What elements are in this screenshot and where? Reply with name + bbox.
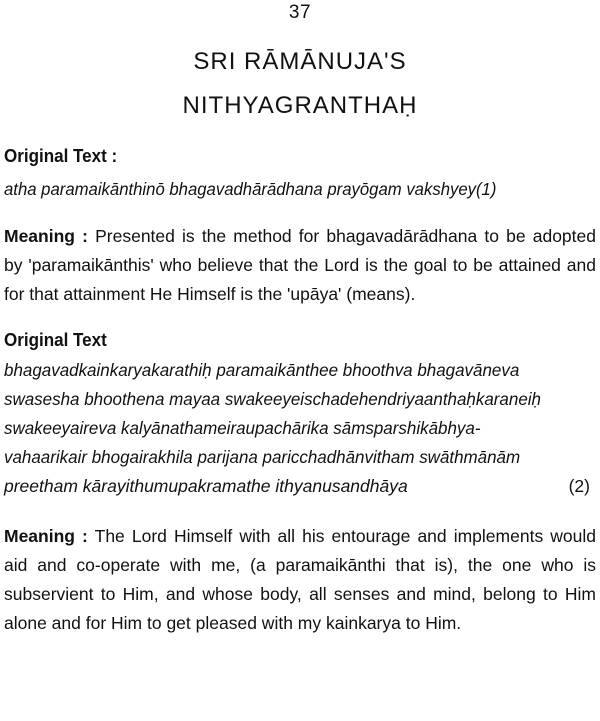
meaning-text-1: Presented is the method for bhagavadārādhana to be adopted by 'paramaikānthis' who believe that the Lord is the goal to be attained and for that attainment He Himself is the 'upāya' (means).: [4, 226, 596, 304]
verse-2-line: swakeeyaireva kalyānathameiraupachārika sāmsparshikābhya-: [4, 418, 481, 438]
original-text-section-2: [4, 328, 596, 501]
meaning-label-2: Meaning :: [4, 526, 88, 546]
meaning-section-2: [4, 522, 596, 638]
verse-2-line: vahaarikair bhogairakhila parijana paricchadhānvitham swāthmānām: [4, 447, 521, 467]
meaning-text-2: The Lord Himself with all his entourage and implements would aid and co-operate with me, (a paramaikānthi that is), the one who is subservient to Him, and whose body, all senses and mind, belong to Him alone and for Him to get pleased with my kainkarya to Him.: [4, 526, 596, 633]
verse-2-line: bhagavadkainkaryakarathiḥ paramaikānthee bhoothva bhagavāneva: [4, 360, 520, 380]
page-number: 37: [288, 2, 312, 23]
verse-2-lines: [4, 356, 596, 501]
title-line-1: SRI RĀMĀNUJA'S: [193, 48, 407, 75]
verse-2-line: preetham kārayithumupakramathe ithyanusandhāya: [4, 476, 408, 496]
meaning-label-1: Meaning :: [4, 226, 88, 246]
verse-1-line: atha paramaikānthinō bhagavadhārādhana prayōgam vakshyey(1): [4, 179, 497, 199]
original-text-section-1: [4, 144, 596, 204]
meaning-paragraph-2: [4, 522, 596, 638]
verse-number: (2): [568, 476, 590, 496]
verse-2-last-line: [4, 472, 596, 501]
title-line-2: NITHYAGRANTHAḤ: [182, 92, 418, 119]
meaning-paragraph-1: [4, 222, 596, 309]
verse-2-line: swasesha bhoothena mayaa swakeeyeischadehendriyaanthaḥkaraneiḥ: [4, 389, 541, 409]
original-text-heading-1: Original Text :: [4, 145, 118, 166]
meaning-section-1: [4, 222, 596, 309]
original-text-heading-2: Original Text: [4, 329, 107, 350]
